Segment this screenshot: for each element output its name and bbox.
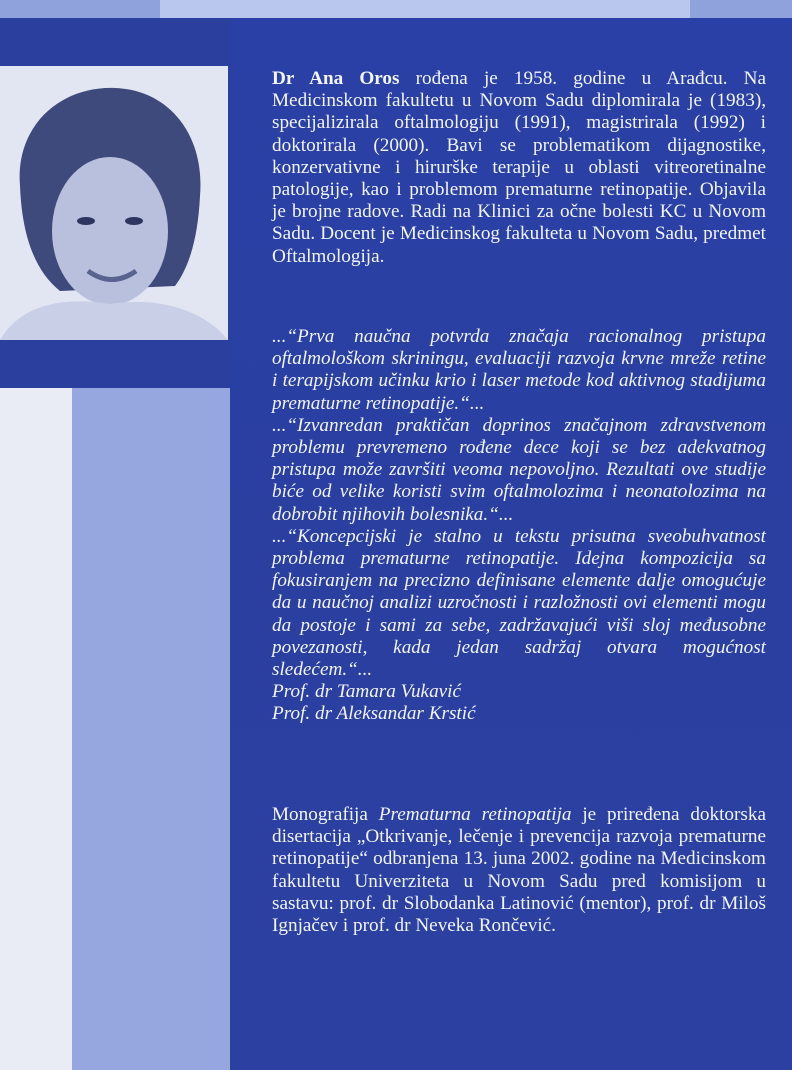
bio-text: rođena je 1958. godine u Arađcu. Na Medicinskom fakultetu u Novom Sadu diplomirala je (1983), specijalizirala oftalmologiju (1991), magistrirala (1992) i doktorirala (2000). Bavi se problematikom dijagnostike, konzervativne i hirurške terapije u oblasti vitreoretinalne patologije, kao i problemom prematurne retinopatije. Objavila je brojne radove. Radi na Klinici za očne bolesti KC u Novom Sadu. Docent je Medicinskog fakulteta u Novom Sadu, predmet Oftalmologija. bbox=[272, 68, 766, 267]
author-bio bbox=[272, 68, 766, 268]
reviews-block bbox=[272, 326, 766, 726]
review-quote-1: ...“Prva naučna potvrda značaja racionalnog pristupa oftalmološkom skriningu, evaluaciji razvoja krvne mreže retine i terapijskom učinku krio i laser metode kod aktivnog stadijuma prematurne retinopatije.“... bbox=[272, 326, 766, 414]
monograph-description bbox=[272, 804, 766, 937]
top-strip-highlight bbox=[160, 0, 690, 18]
left-mid-band bbox=[72, 388, 230, 1070]
portrait-image bbox=[0, 66, 228, 340]
reviewer-signature-2: Prof. dr Aleksandar Krstić bbox=[272, 703, 476, 725]
reviewer-signature-1: Prof. dr Tamara Vukavić bbox=[272, 681, 462, 703]
review-quote-3: ...“Koncepcijski je stalno u tekstu prisutna sveobuhvatnost problema prematurne retinopatije. Idejna kompozicija sa fokusiranjem na precizno definisane elemente dalje omogućuje da u naučnoj analizi uzročnosti i razložnosti ovi elementi mogu da postoje i sami za sebe, zadržavajući viši sloj međusobne povezanosti, kada jedan sadržaj otvara mogućnost sledećem.“... bbox=[272, 525, 766, 681]
author-portrait bbox=[0, 66, 228, 340]
monograph-lead: Monografija bbox=[272, 804, 379, 825]
monograph-rest: je priređena doktorska disertacija „Otkrivanje, lečenje i prevencija razvoja prematurne retinopatije“ odbranjena 13. juna 2002. godine na Medicinskom fakultetu Univerziteta u Novom Sadu pred komisijom u sastavu: prof. dr Slobodanka Latinović (mentor), prof. dr Miloš Ignjačev i prof. dr Neveka Rončević. bbox=[272, 804, 766, 937]
author-name: Dr Ana Oros bbox=[272, 68, 400, 89]
monograph-paragraph bbox=[272, 804, 766, 937]
review-quote-2: ...“Izvanredan praktičan doprinos značajnom zdravstvenom problemu prevremeno rođene dece koji se bez adekvatnog pristupa može završiti veoma nepovoljno. Rezultati ove studije biće od velike koristi svim oftalmolozima i neonatolozima na dobrobit njihovih bolesnika.“... bbox=[272, 414, 766, 525]
monograph-title: Prematurna retinopatija bbox=[378, 804, 572, 825]
